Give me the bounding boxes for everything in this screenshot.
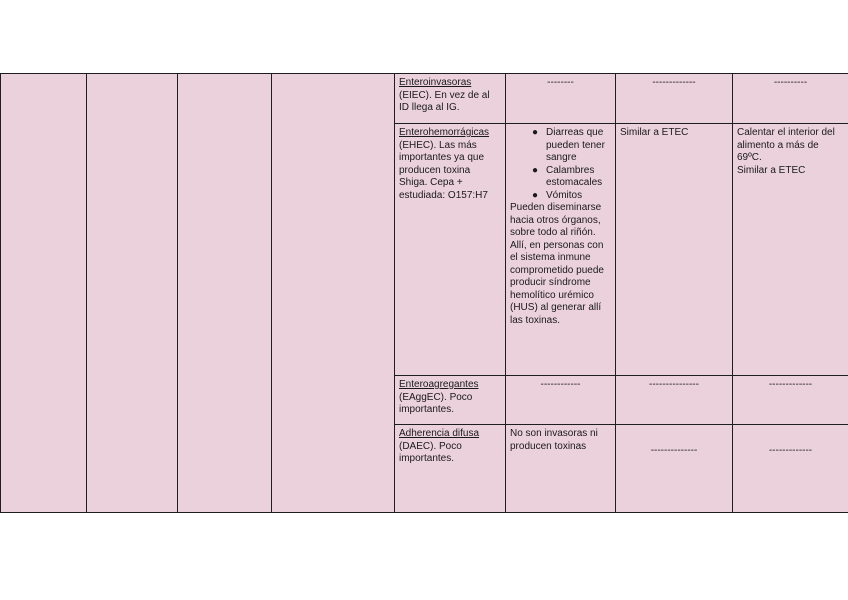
category-cell-yellow <box>1 74 87 513</box>
type-description: (EAggEC). Poco importantes. <box>399 391 473 415</box>
symptoms-list <box>510 127 611 202</box>
duration-cell: -------------- <box>616 425 733 513</box>
prevention-cell: ------------- <box>733 376 848 425</box>
duration-cell: Similar a ETEC <box>616 124 733 376</box>
type-description: (EIEC). En vez de al ID llega al IG. <box>399 89 490 113</box>
empty-cell-col2 <box>87 74 178 513</box>
symptoms-cell: No son invasoras ni producen toxinas <box>506 425 616 513</box>
type-name: Adherencia difusa <box>399 428 480 439</box>
list-item: ● Diarreas que pueden tener sangre <box>532 127 605 163</box>
type-cell <box>395 425 506 513</box>
empty-cell-col3 <box>178 74 272 513</box>
symptoms-cell <box>506 124 616 376</box>
type-description: (EHEC). Las más importantes ya que producen toxina Shiga. Cepa + estudiada: O157:H7 <box>399 139 488 201</box>
empty-cell-col4 <box>272 74 395 513</box>
list-item: ● Vómitos <box>532 189 583 201</box>
duration-cell: --------------- <box>616 376 733 425</box>
list-item: ● Calambres estomacales <box>532 164 603 188</box>
type-cell <box>395 376 506 425</box>
document-table <box>0 73 848 513</box>
symptoms-cell: ------------ <box>506 376 616 425</box>
prevention-cell: ---------- <box>733 74 848 124</box>
prevention-cell: Calentar el interior del alimento a más de 69ºC. Similar a ETEC <box>733 124 848 376</box>
symptoms-cell: -------- <box>506 74 616 124</box>
type-cell <box>395 124 506 376</box>
prevention-cell: ------------- <box>733 425 848 513</box>
type-name: Enteroinvasoras <box>399 77 472 88</box>
type-name: Enteroagregantes <box>399 379 479 390</box>
duration-cell: ------------- <box>616 74 733 124</box>
symptoms-extra-text: Pueden diseminarse hacia otros órganos, sobre todo al riñón. Allí, en personas con el sistema inmune comprometido puede producir síndrome hemolítico urémico (HUS) al generar allí las toxinas. <box>510 202 604 326</box>
type-description: (DAEC). Poco importantes. <box>399 440 462 464</box>
type-cell <box>395 74 506 124</box>
type-name: Enterohemorrágicas <box>399 127 490 138</box>
table-row <box>1 74 848 124</box>
